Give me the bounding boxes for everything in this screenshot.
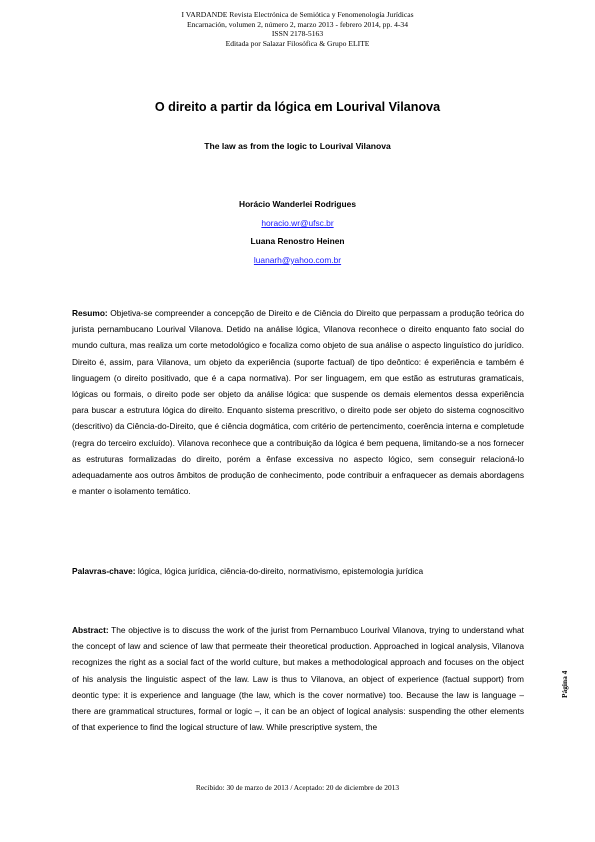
abstract-text: The objective is to discuss the work of the jurist from Pernambuco Lourival Vilanova, trying to understand what the concept of law and science of law that permeate their theoretical production. Approached in logical analysis, Vilanova recognizes the right as a social fact of the world culture, but makes a methodological approach and focuses on the object of his analysis the linguistic aspect of the law. Law is thus to Vilanova, an object of experience (factual support) from deontic type: it is experience and language (the law, which is the cover normative) too. Because the law is language – there are grammatical structures, formal or logic –, it can be an object of logical analysis: suspending the other elements of that experience to find the logical structure of law. While prescriptive system, the [72, 625, 524, 733]
resumo-paragraph [72, 305, 524, 499]
page-number: Página 4 [560, 670, 569, 698]
received-accepted-dates: Recibido: 30 de marzo de 2013 / Aceptado: 20 de diciembre de 2013 [195, 783, 400, 792]
author-email-link-2[interactable]: luanarh@yahoo.com.br [253, 255, 342, 265]
keywords-line [72, 566, 524, 576]
journal-volume: Encarnación, volumen 2, número 2, marzo 2013 - febrero 2014, pp. 4-34 [187, 19, 408, 29]
journal-issn: ISSN 2178-5163 [271, 29, 324, 39]
resumo-label: Resumo: [72, 308, 108, 318]
journal-publisher: Editada por Salazar Filosófica & Grupo ELITE [225, 38, 370, 48]
article-title: O direito a partir da lógica em Lourival Vilanova [154, 100, 441, 114]
resumo-text: Objetiva-se compreender a concepção de Direito e de Ciência do Direito que perpassam a produção teórica do jurista pernambucano Lourival Vilanova. Detido na análise lógica, Vilanova reconhece o direito enquanto fato social do mundo cultura, mas realiza um corte metodológico e focaliza como objeto de sua análise o aspecto linguístico do jurídico. Direito é, assim, para Vilanova, um objeto da experiência (suporte factual) de tipo deôntico: é experiência e também é linguagem (o direito positivado, que é a capa normativa). Por ser linguagem, em que estão as estruturas gramaticais, lógicas ou formais, o direito pode ser objeto da análise lógica: que suspende os demais elementos dessa experiência para buscar a estrutura lógica do direito. Enquanto sistema prescritivo, o direito pode ser objeto do sistema cognoscitivo (descritivo) da Ciência-do-Direito, que é ciência dogmática, com critério de pertencimento, coerência interna e completude (regra do terceiro excluído). Vilanova reconhece que a contribuição da lógica é bem pequena, limitando-se a nos fornecer as estruturas formalizadas do direito, porém a ênfase excessiva no aspecto lógico, sem conseguir relacioná-lo adequadamente aos outros âmbitos de produção de conhecimento, pode contribuir a enfraquecer as demais abordagens e manter o isolamento temático. [72, 308, 524, 497]
keywords-text: lógica, lógica jurídica, ciência-do-direito, normativismo, epistemologia jurídica [137, 566, 424, 576]
author-name-1: Horácio Wanderlei Rodrigues [239, 199, 356, 209]
article-subtitle: The law as from the logic to Lourival Vilanova [204, 141, 391, 151]
keywords-label: Palavras-chave: [72, 566, 136, 576]
author-email-link-1[interactable]: horacio.wr@ufsc.br [261, 218, 334, 228]
abstract-paragraph [72, 622, 524, 735]
journal-name: I VARDANDE Revista Electrónica de Semiótica y Fenomenología Jurídicas [181, 10, 414, 19]
journal-header [0, 10, 595, 48]
author-name-2: Luana Renostro Heinen [250, 236, 345, 246]
abstract-label: Abstract: [72, 625, 109, 635]
